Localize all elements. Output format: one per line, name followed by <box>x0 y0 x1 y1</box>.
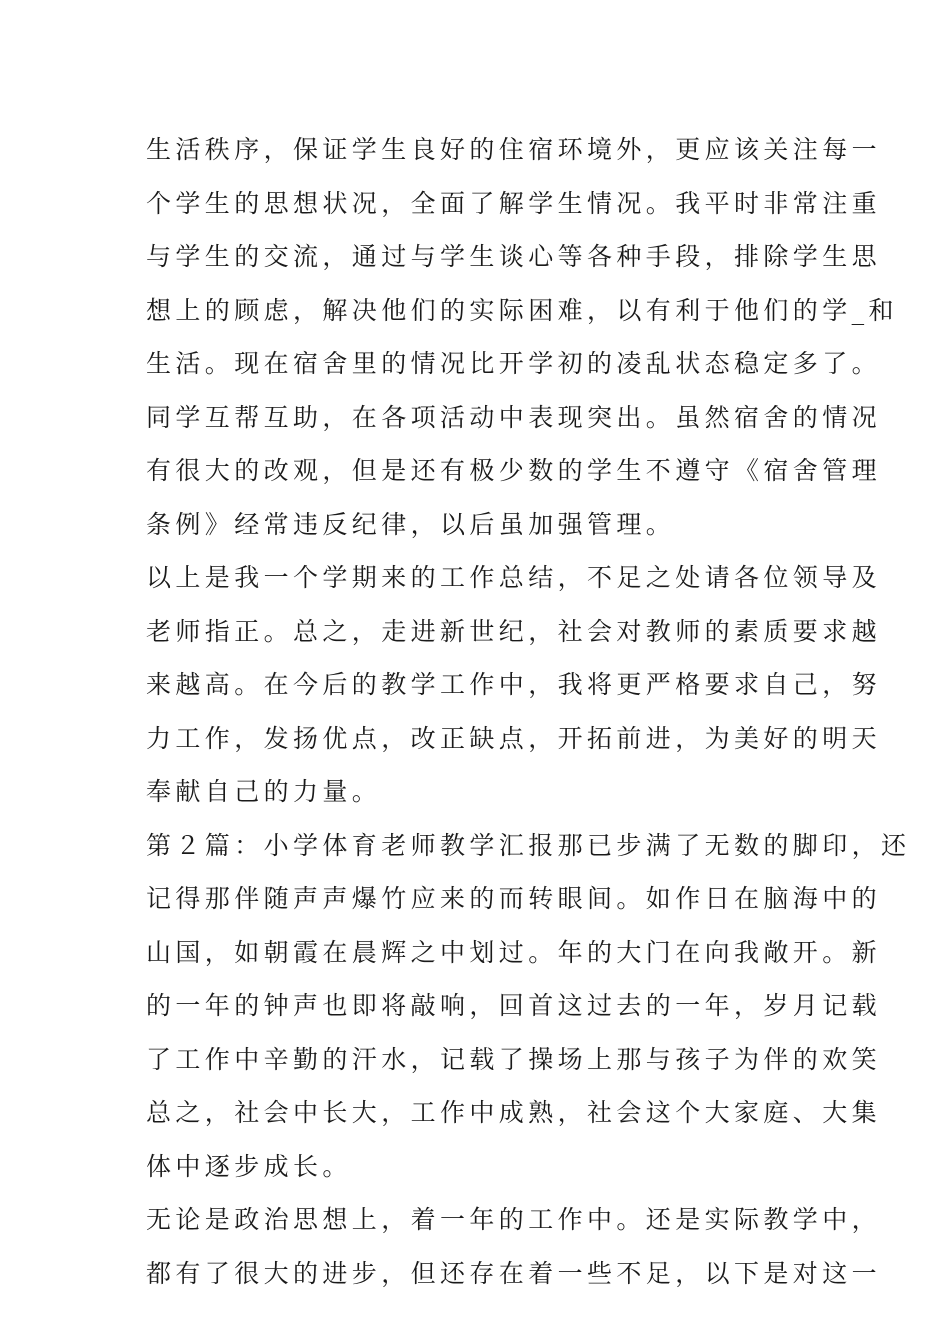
text-line: 生活秩序，保证学生良好的住宿环境外，更应该关注每一 <box>146 135 882 164</box>
text-line: 来越高。在今后的教学工作中，我将更严格要求自己，努 <box>146 670 882 699</box>
text-line: 同学互帮互助，在各项活动中表现突出。虽然宿舍的情况 <box>146 402 882 432</box>
text-line: 与学生的交流，通过与学生谈心等各种手段，排除学生思 <box>146 242 882 271</box>
text-line: 了工作中辛勤的汗水，记载了操场上那与孩子为伴的欢笑 <box>146 1044 882 1074</box>
text-line: 总之，社会中长大，工作中成熟，社会这个大家庭、大集 <box>146 1098 882 1127</box>
text-line: 条例》经常违反纪律，以后虽加强管理。 <box>146 509 676 539</box>
text-line: 生活。现在宿舍里的情况比开学初的凌乱状态稳定多了。 <box>146 349 882 378</box>
text-line: 老师指正。总之，走进新世纪，社会对教师的素质要求越 <box>146 616 882 646</box>
text-line: 力工作，发扬优点，改正缺点，开拓前进，为美好的明天 <box>146 723 882 753</box>
text-line: 个学生的思想状况，全面了解学生情况。我平时非常注重 <box>146 188 882 218</box>
text-line: 有很大的改观，但是还有极少数的学生不遵守《宿舍管理 <box>146 456 882 485</box>
text-line: 记得那伴随声声爆竹应来的而转眼间。如作日在脑海中的 <box>146 884 882 913</box>
text-line: 无论是政治思想上，着一年的工作中。还是实际教学中， <box>146 1205 882 1234</box>
text-line: 的一年的钟声也即将敲响，回首这过去的一年，岁月记载 <box>146 991 882 1020</box>
text-line: 想上的顾虑，解决他们的实际困难，以有利于他们的学_和 <box>146 295 898 325</box>
text-line: 奉献自己的力量。 <box>146 777 382 806</box>
text-line: 体中逐步成长。 <box>146 1151 352 1181</box>
document-body <box>146 123 911 1300</box>
text-line: 山国，如朝霞在晨辉之中划过。年的大门在向我敞开。新 <box>146 937 882 967</box>
text-line: 以上是我一个学期来的工作总结，不足之处请各位领导及 <box>146 563 882 592</box>
text-line: 都有了很大的进步，但还存在着一些不足，以下是对这一 <box>146 1258 882 1288</box>
text-line: 第２篇：小学体育老师教学汇报那已步满了无数的脚印，还 <box>146 830 911 860</box>
